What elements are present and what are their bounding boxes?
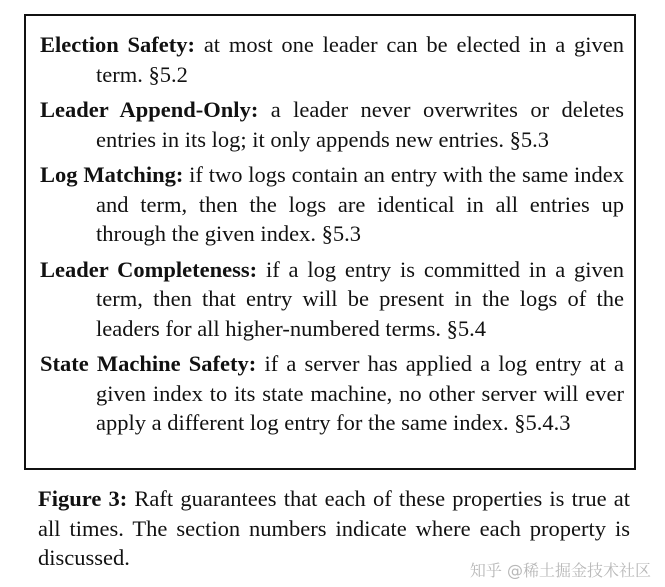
property-election-safety bbox=[40, 30, 624, 89]
property-text: a leader never overwrites or deletes entries in its log; it only appends new entries. §5.3 bbox=[96, 97, 624, 152]
property-text: at most one leader can be elected in a given term. §5.2 bbox=[96, 32, 625, 87]
property-leader-completeness bbox=[40, 255, 624, 344]
property-term: State Machine Safety: bbox=[40, 351, 257, 376]
caption-text: Raft guarantees that each of these properties is true at all times. The section numbers indicate where each property is discussed. bbox=[38, 486, 630, 570]
property-term: Election Safety: bbox=[40, 32, 196, 57]
property-text: if two logs contain an entry with the same index and term, then the logs are identical in all entries up through the given index. §5.3 bbox=[96, 162, 624, 246]
property-term: Leader Completeness: bbox=[40, 256, 258, 282]
watermark-text: 知乎 @稀土掘金技术社区 bbox=[469, 561, 651, 580]
property-term: Log Matching: bbox=[40, 162, 184, 187]
figure-label: Figure 3: bbox=[38, 486, 128, 511]
watermark bbox=[470, 558, 651, 581]
property-text: if a server has applied a log entry at a given index to its state machine, no other server will ever apply a different log entry for the same index. §5.4.3 bbox=[96, 351, 625, 435]
property-state-machine-safety bbox=[40, 349, 624, 438]
property-term: Leader Append-Only: bbox=[40, 97, 259, 122]
properties-box bbox=[24, 14, 636, 470]
property-text: if a log entry is committed in a given term, then that entry will be present in the logs of the leaders for all higher-numbered terms. §5.4 bbox=[96, 256, 624, 341]
property-leader-append-only bbox=[40, 95, 624, 154]
property-log-matching bbox=[40, 160, 624, 249]
